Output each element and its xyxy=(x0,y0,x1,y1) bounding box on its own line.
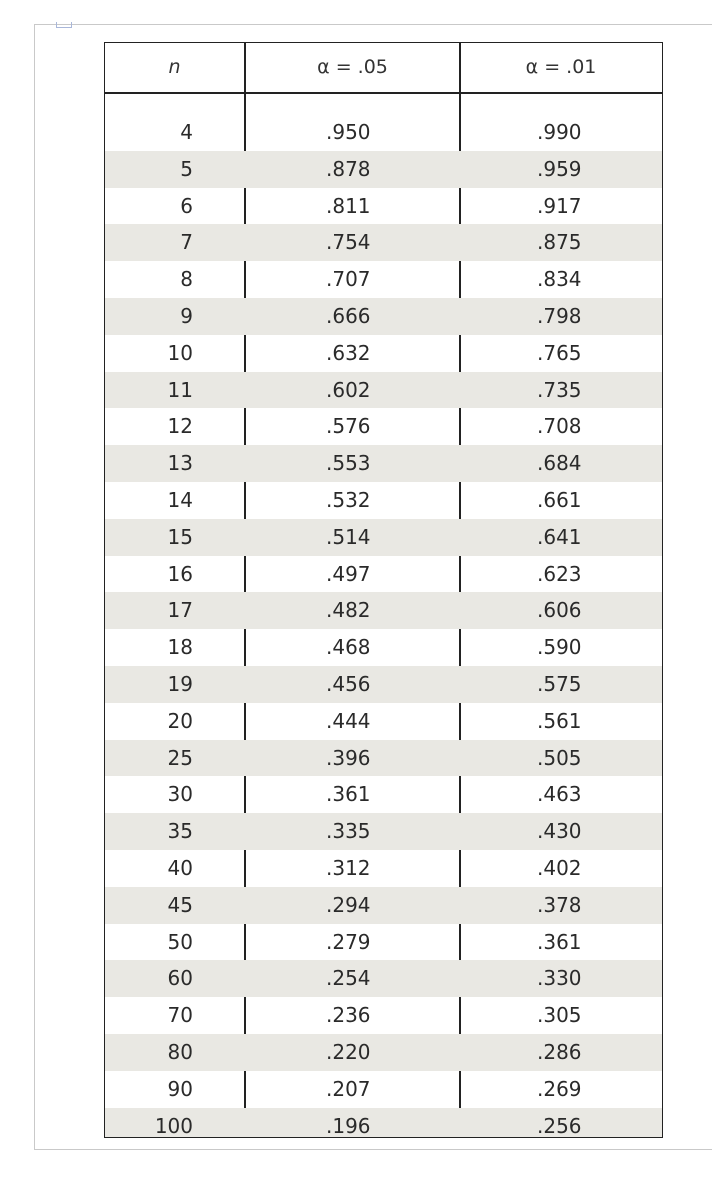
cell-alpha-05: .361 xyxy=(326,782,371,807)
cell-alpha-01: .834 xyxy=(537,267,582,292)
cell-alpha-05: .602 xyxy=(326,377,371,402)
cell-alpha-01: .505 xyxy=(537,745,582,770)
cell-alpha-01: .378 xyxy=(537,892,582,917)
header-alpha-05: α = .05 xyxy=(317,56,388,78)
cell-n: 25 xyxy=(167,745,193,770)
table-row xyxy=(105,592,662,629)
table-row xyxy=(105,924,662,961)
table-row xyxy=(105,114,662,151)
cell-alpha-01: .361 xyxy=(537,929,582,954)
cell-alpha-05: .482 xyxy=(326,598,371,623)
cell-alpha-01: .463 xyxy=(537,782,582,807)
cell-alpha-01: .798 xyxy=(537,303,582,328)
cell-alpha-01: .269 xyxy=(537,1076,582,1101)
table-row xyxy=(105,261,662,298)
critical-values-table xyxy=(104,42,663,1138)
cell-alpha-05: .576 xyxy=(326,414,371,439)
cell-alpha-01: .641 xyxy=(537,524,582,549)
cell-alpha-05: .878 xyxy=(326,156,371,181)
cell-alpha-05: .312 xyxy=(326,855,371,880)
cell-n: 50 xyxy=(167,929,193,954)
cell-n: 4 xyxy=(180,120,193,144)
cell-n: 13 xyxy=(167,451,193,476)
cell-n: 17 xyxy=(167,598,193,623)
cell-alpha-01: .402 xyxy=(537,855,582,880)
cell-alpha-05: .666 xyxy=(326,303,371,328)
cell-alpha-01: .990 xyxy=(537,120,582,144)
table-row xyxy=(105,445,662,482)
cell-alpha-01: .623 xyxy=(537,561,582,586)
cell-n: 60 xyxy=(167,966,193,991)
cell-n: 20 xyxy=(167,708,193,733)
table-row xyxy=(105,1108,662,1138)
table-row xyxy=(105,997,662,1034)
cell-n: 8 xyxy=(180,267,193,292)
cell-alpha-05: .532 xyxy=(326,487,371,512)
cell-alpha-01: .575 xyxy=(537,671,582,696)
table-row xyxy=(105,519,662,556)
table-row xyxy=(105,224,662,261)
table-row xyxy=(105,188,662,225)
table-row xyxy=(105,556,662,593)
cell-alpha-01: .606 xyxy=(537,598,582,623)
table-row xyxy=(105,1071,662,1108)
cell-alpha-05: .396 xyxy=(326,745,371,770)
cell-alpha-01: .256 xyxy=(537,1113,582,1138)
cell-n: 9 xyxy=(180,303,193,328)
table-row xyxy=(105,850,662,887)
cell-n: 16 xyxy=(167,561,193,586)
table-row xyxy=(105,151,662,188)
table-row xyxy=(105,335,662,372)
cell-n: 15 xyxy=(167,524,193,549)
cell-alpha-01: .430 xyxy=(537,819,582,844)
table-row xyxy=(105,666,662,703)
cell-alpha-05: .811 xyxy=(326,193,371,218)
table-header-row xyxy=(105,43,662,94)
cell-alpha-05: .236 xyxy=(326,1003,371,1028)
cell-alpha-01: .561 xyxy=(537,708,582,733)
cell-n: 40 xyxy=(167,855,193,880)
table-row xyxy=(105,372,662,409)
table-row xyxy=(105,298,662,335)
table-row xyxy=(105,813,662,850)
cell-alpha-05: .553 xyxy=(326,451,371,476)
cell-n: 35 xyxy=(167,819,193,844)
table-row xyxy=(105,960,662,997)
cell-alpha-05: .335 xyxy=(326,819,371,844)
cell-alpha-01: .661 xyxy=(537,487,582,512)
cell-alpha-05: .444 xyxy=(326,708,371,733)
cell-n: 12 xyxy=(167,414,193,439)
cell-n: 11 xyxy=(167,377,193,402)
cell-n: 90 xyxy=(167,1076,193,1101)
cell-alpha-01: .765 xyxy=(537,340,582,365)
cell-n: 100 xyxy=(154,1113,193,1138)
cell-alpha-01: .959 xyxy=(537,156,582,181)
cell-alpha-01: .590 xyxy=(537,635,582,660)
cell-n: 70 xyxy=(167,1003,193,1028)
cell-n: 7 xyxy=(180,230,193,255)
header-alpha-01: α = .01 xyxy=(525,56,597,78)
cell-n: 10 xyxy=(167,340,193,365)
cell-n: 80 xyxy=(167,1039,193,1064)
cell-alpha-05: .754 xyxy=(326,230,371,255)
table-row xyxy=(105,703,662,740)
cell-alpha-05: .707 xyxy=(326,267,371,292)
cell-alpha-05: .294 xyxy=(326,892,371,917)
table-body xyxy=(105,114,662,1138)
cell-alpha-01: .286 xyxy=(537,1039,582,1064)
cell-alpha-01: .708 xyxy=(537,414,582,439)
cell-n: 5 xyxy=(180,156,193,181)
cell-alpha-05: .207 xyxy=(326,1076,371,1101)
cell-n: 18 xyxy=(167,635,193,660)
cell-alpha-05: .220 xyxy=(326,1039,371,1064)
cell-alpha-05: .196 xyxy=(326,1113,371,1138)
cell-n: 14 xyxy=(167,487,193,512)
cell-n: 6 xyxy=(180,193,193,218)
header-n: n xyxy=(168,56,181,78)
table-row xyxy=(105,776,662,813)
cell-n: 19 xyxy=(167,671,193,696)
table-row xyxy=(105,482,662,519)
cell-alpha-01: .330 xyxy=(537,966,582,991)
cell-alpha-05: .254 xyxy=(326,966,371,991)
cell-alpha-05: .279 xyxy=(326,929,371,954)
cell-alpha-05: .950 xyxy=(326,120,371,144)
cell-alpha-01: .684 xyxy=(537,451,582,476)
cell-alpha-01: .305 xyxy=(537,1003,582,1028)
corner-marker xyxy=(56,22,72,28)
cell-alpha-01: .917 xyxy=(537,193,582,218)
table-row xyxy=(105,629,662,666)
table-row xyxy=(105,1034,662,1071)
table-row xyxy=(105,740,662,777)
cell-alpha-01: .875 xyxy=(537,230,582,255)
cell-alpha-05: .497 xyxy=(326,561,371,586)
cell-alpha-05: .456 xyxy=(326,671,371,696)
cell-n: 30 xyxy=(167,782,193,807)
cell-alpha-01: .735 xyxy=(537,377,582,402)
table-row xyxy=(105,887,662,924)
cell-alpha-05: .468 xyxy=(326,635,371,660)
cell-alpha-05: .632 xyxy=(326,340,371,365)
table-row xyxy=(105,408,662,445)
cell-alpha-05: .514 xyxy=(326,524,371,549)
cell-n: 45 xyxy=(167,892,193,917)
